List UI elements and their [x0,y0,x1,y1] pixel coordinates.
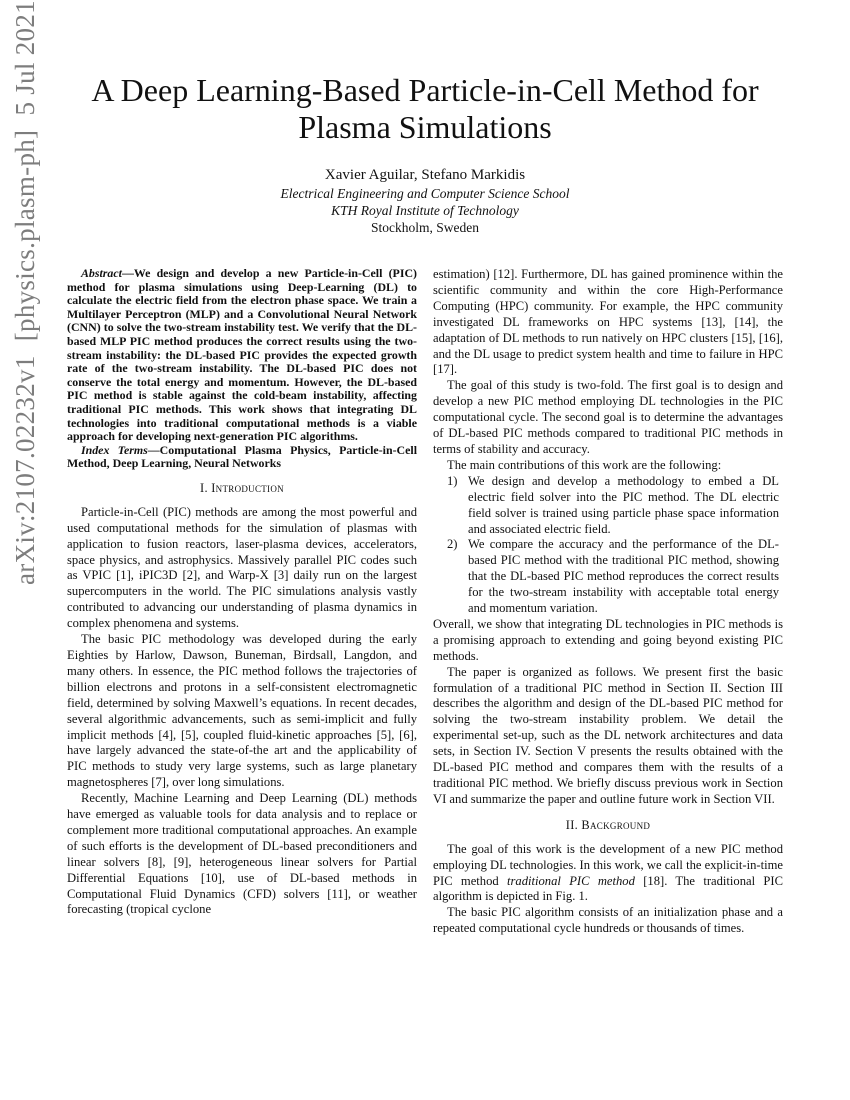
affiliation [55,185,795,236]
intro-paragraph-2: The basic PIC methodology was developed during the early Eighties by Harlow, Dawson, Buneman, Birdsall, Langdon, and many others. In essence, the PIC method follows the trajectories of billion electrons and protons in a self-consistent electromagnetic field, determined by solving Maxwell’s equations. In recent decades, several algorithmic advancements, such as semi-implicit and fully implicit methods [4], [5], coupled fluid-kinetic approaches [5], [6], have largely advanced the state-of-the art and the applicability of PIC methods to study very large systems, such as large planetary magnetospheres [7], over long simulations. [67,632,417,790]
section-heading-introduction: I. Introduction [200,480,284,495]
background-p1-emphasis: traditional PIC method [507,873,635,888]
intro-paragraph-3-continued: estimation) [12]. Furthermore, DL has gained prominence within the scientific community and within the core High-Performance Computing (HPC) community. For example, the HPC community investigated DL frameworks on HPC systems [13], [14], the adaptation of DL methods to run natively on HPC clusters [15], [16], and the DL usage to predict system health and time to failure in HPC [17]. [433,267,783,377]
section-heading-background: II. Background [565,817,651,832]
intro-paragraph-7: The paper is organized as follows. We present first the basic formulation of a traditional PIC method in Section II. Section III describes the algorithm and design of the DL-based PIC method for solving the two-stream instability problem. We detail the experimental set-up, such as the DL network architectures and data sets, in Section IV. Section V presents the results obtained with the DL-based PIC method and compares them with the results of a traditional PIC method. We briefly discuss previous work in Section VI and summarize the paper and outline future work in Section VII. [433,664,783,806]
affiliation-institute: KTH Royal Institute of Technology [331,203,519,218]
paper-title: A Deep Learning-Based Particle-in-Cell Method for Plasma Simulations [91,72,759,145]
right-column [433,267,783,937]
intro-paragraph-6: Overall, we show that integrating DL technologies in PIC methods is a promising approach to extending and going beyond existing PIC methods. [433,616,783,663]
list-item [433,474,783,538]
background-p1-b: [18]. The traditional PIC algorithm is depicted in Fig. 1. [433,873,783,904]
contribution-list [433,474,783,617]
index-terms [67,444,417,471]
left-column [67,267,417,918]
list-item [433,537,783,617]
arxiv-id-text: arXiv:2107.02232v1 [physics.plasm-ph] 5 Jul 2021 [9,0,40,585]
background-p1-a: The goal of this work is the development of a new PIC method employing DL technologies. In this work, we call the explicit-in-time PIC method [433,841,783,888]
index-terms-label: Index Terms [81,442,148,457]
author-list: Xavier Aguilar, Stefano Markidis [324,167,526,183]
list-item-text: We compare the accuracy and the performance of the DL-based PIC method with the traditional PIC method, showing that the DL-based PIC method reproduces the correct results for the two-stream instability with acceptable total energy and momentum variation. [468,537,779,616]
index-terms-text: —Computational Plasma Physics, Particle-in-Cell Method, Deep Learning, Neural Networks [67,442,418,471]
intro-paragraph-4: The goal of this study is two-fold. The first goal is to design and develop a new PIC method employing DL technologies in the PIC computational cycle. The second goal is to determine the advantages of DL-based PIC methods compared to traditional PIC methods in terms of stability and accuracy. [433,378,783,456]
background-paragraph-2: The basic PIC algorithm consists of an initialization phase and a repeated computational cycle hundreds or thousands of times. [433,905,783,936]
arxiv-identifier-stamp [5,0,45,850]
intro-paragraph-3: Recently, Machine Learning and Deep Learning (DL) methods have emerged as valuable tools for data analysis and to replace or complement more traditional computational approaches. An example of such efforts is the development of DL-based preconditioners and linear solvers [8], [9], heterogeneous linear solvers for Partial Differential Equations [10], use of DL-based methods in Computational Fluid Dynamics (CFD) solvers [11], or weather forecasting (tropical cyclone [67,791,417,917]
abstract-text: —We design and develop a new Particle-in-Cell (PIC) method for plasma simulations using Deep-Learning (DL) to calculate the electric field from the electron phase space. We train a Multilayer Perceptron (MLP) and a Convolutional Neural Network (CNN) to solve the two-stream instability test. We verify that the DL-based MLP PIC method produces the correct results using the two-stream instability: the DL-based PIC provides the expected growth rate of the two-stream instability. The DL-based PIC does not conserve the total energy and momentum. However, the DL-based PIC method is stable against the cold-beam instability, affecting traditional PIC methods. This work shows that integrating DL technologies into traditional computational methods is a viable approach for developing next-generation PIC algorithms. [67,266,417,444]
background-paragraph-1 [433,842,783,906]
list-item-text: We design and develop a methodology to embed a DL electric field solver into the PIC method. The DL electric field solver is trained using particle phase space information and associated electric field. [468,473,779,536]
abstract [67,267,417,444]
intro-paragraph-1: Particle-in-Cell (PIC) methods are among the most powerful and used computational methods for the simulation of plasmas with application to fusion reactors, laser-plasma devices, accelerators, space physics, and astrophysics. Massively parallel PIC codes such as VPIC [1], iPIC3D [2], and Warp-X [3] daily run on the largest supercomputers in the world. The PIC simulations analysis vastly contributed to advancing our understanding of plasma dynamics in complex phenomena and systems. [67,504,417,631]
abstract-label: Abstract [81,266,122,280]
list-item-number: 2) [447,537,458,552]
intro-paragraph-5: The main contributions of this work are the following: [447,457,722,472]
affiliation-city: Stockholm, Sweden [371,220,479,235]
affiliation-school: Electrical Engineering and Computer Science School [280,186,570,201]
list-item-number: 1) [447,473,458,488]
